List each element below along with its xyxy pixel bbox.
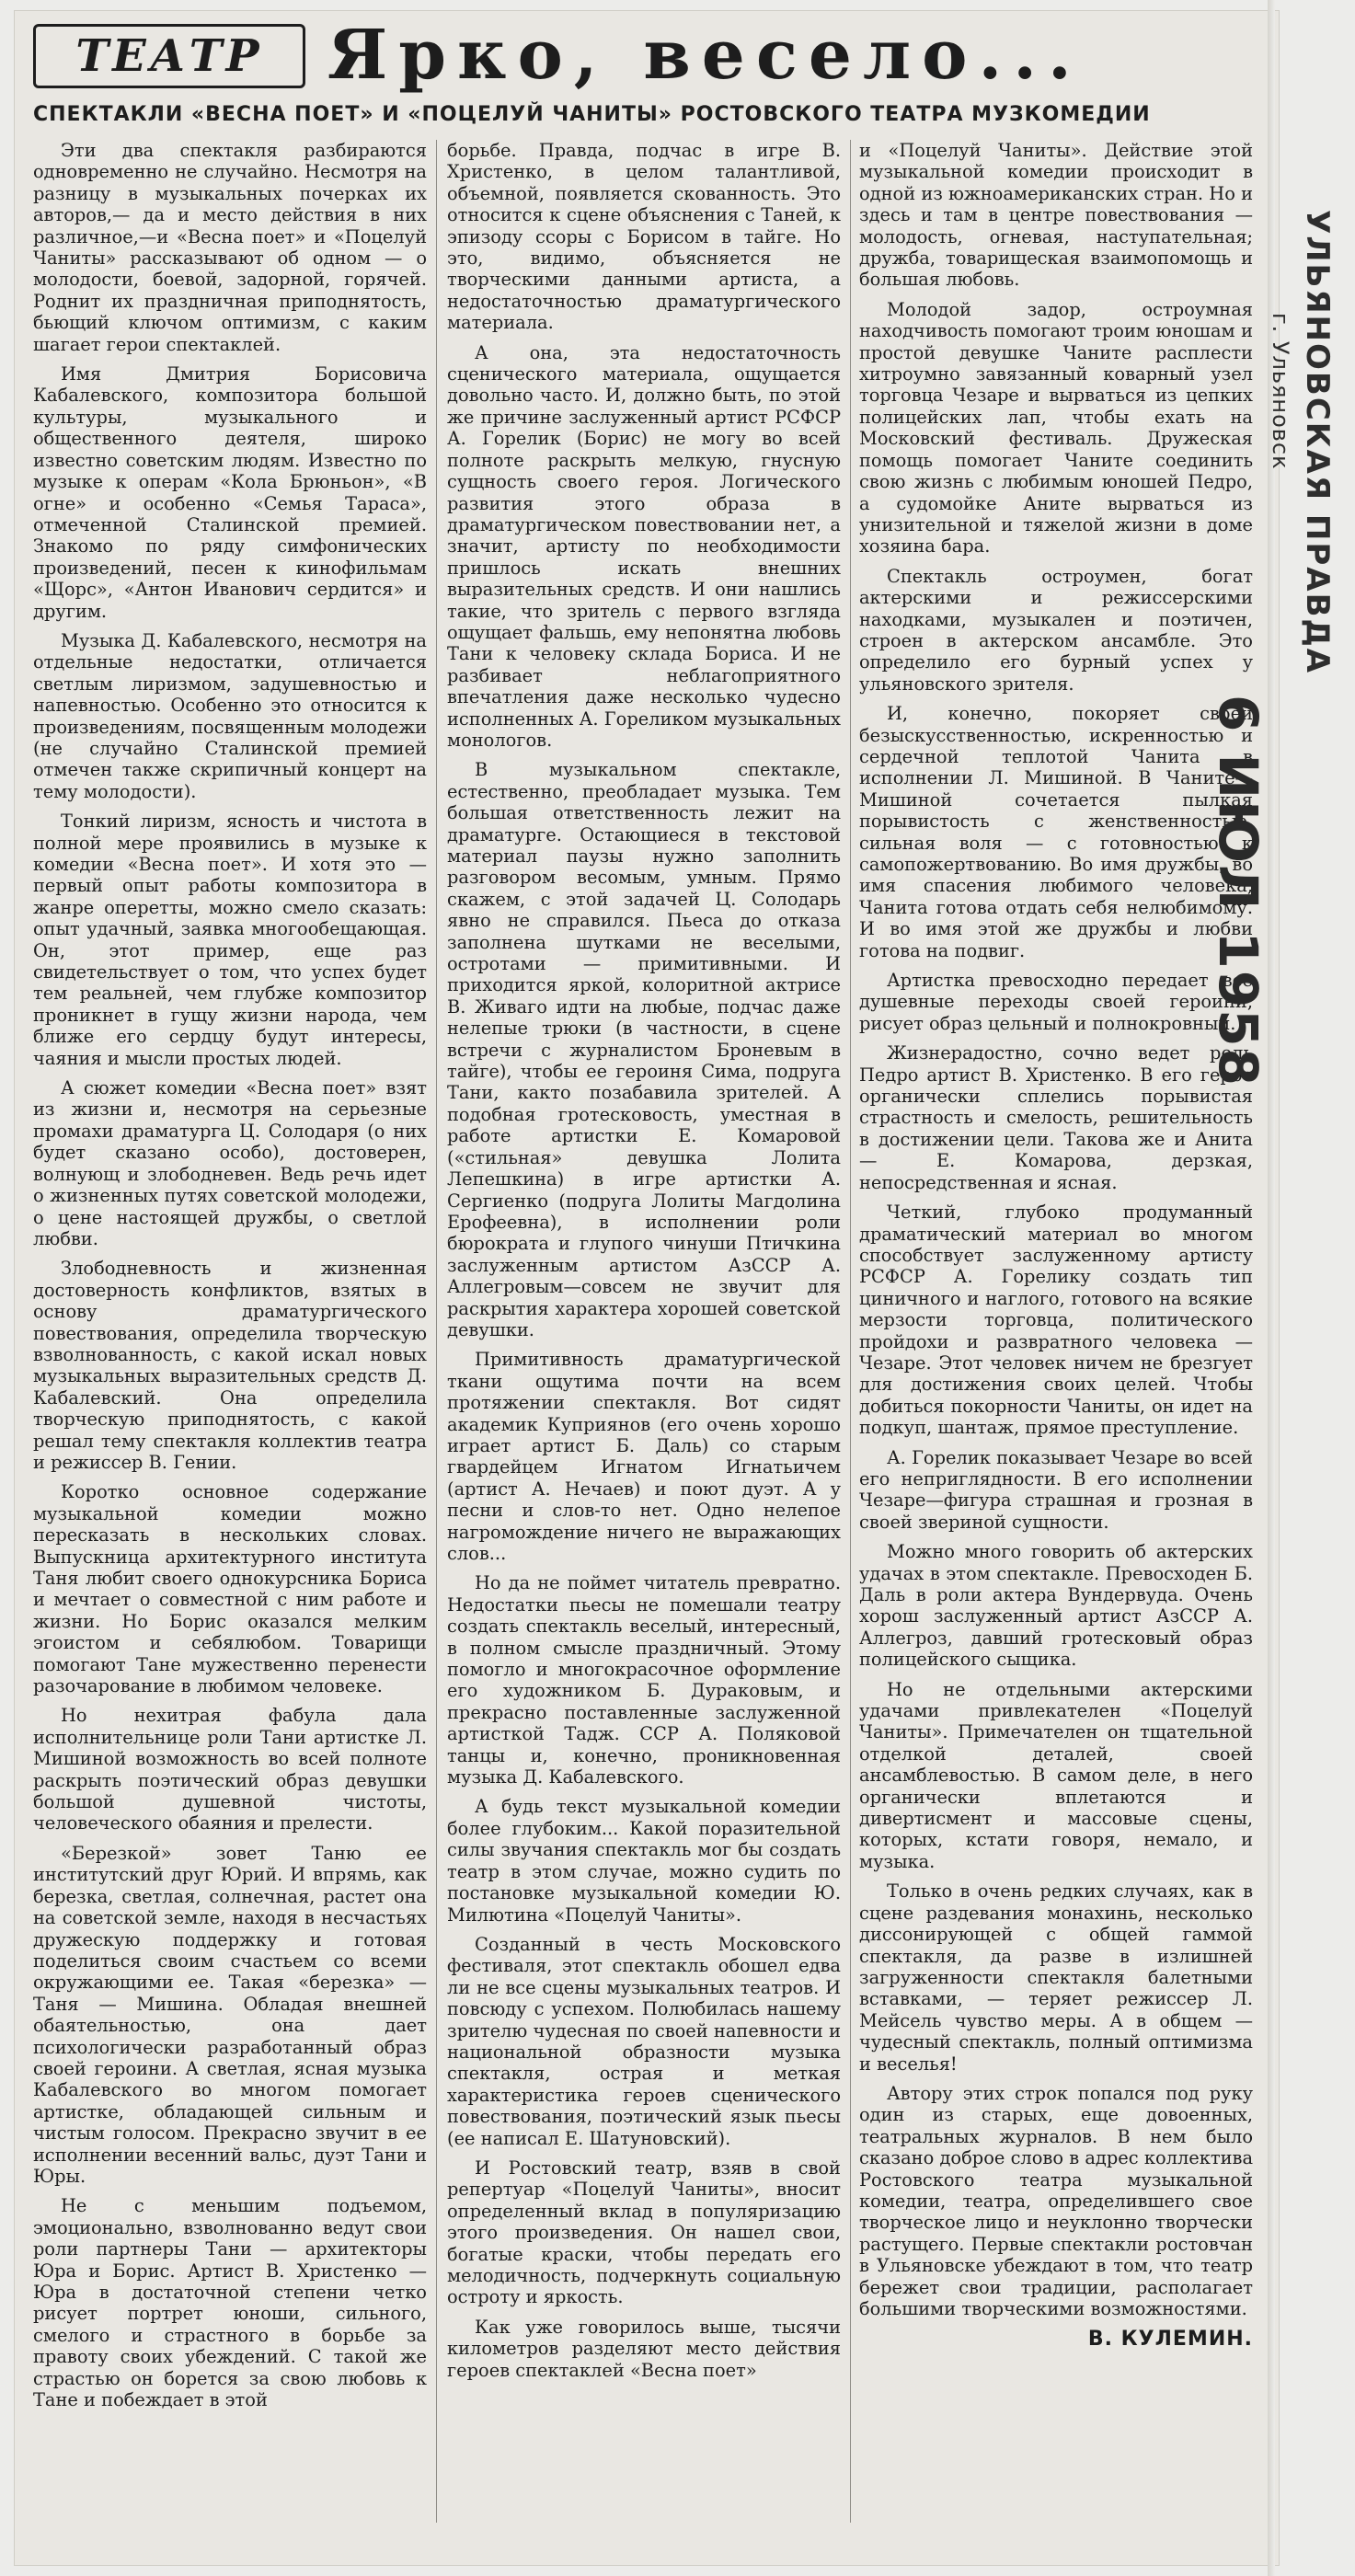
paragraph: «Березкой» зовет Таню ее институтский друг Юрий. И впрямь, как березка, светлая, солнечная, растет она на советской земле, находя в несчастьях дружескую поддержку и готовая поделиться своим счастьем со всеми окружающими ее. Такая «березка» — Таня — Мишина. Обладая внешней обаятельностью, она дает психологически разработанный образ своей героини. А светлая, ясная музыка Кабалевского во многом помогает артистке, обладающей сильным и чистым голосом. Прекрасно звучит в ее исполнении весенний вальс, дуэт Тани и Юры. (33, 1842, 427, 2187)
column-divider (436, 140, 437, 2523)
paragraph: Четкий, глубоко продуманный драматический материал во многом способствует заслуженному артисту РСФСР А. Горелику создать тип циничного и наглого, готового на всякие мерзости торговца, политического пройдохи и развратного человека — Чезаре. Этот человек ничем не брезгует для достижения своих целей. Чтобы добиться покорности Чаниты, он идет на подкуп, шантаж, прямое преступление. (859, 1202, 1253, 1439)
paragraph: А она, эта недостаточность сценического материала, ощущается довольно часто. И, должно быть, по этой же причине заслуженный артист РСФСР А. Горелик (Борис) не могу во всей полноте раскрыть мелкую, гнусную сущность своего героя. Логического развития этого образа в драматургическом повествовании нет, а значит, артисту по необходимости пришлось искать внешних выразительных средств. И они нашлись такие, что зритель с первого взгляда ощущает фальшь, ему непонятна любовь Тани к человеку склада Бориса. И не разбивает неблагоприятного впечатления даже несколько чудесно исполненных А. Гореликом музыкальных монологов. (447, 341, 841, 751)
author-signature: В. КУЛЕМИН. (1087, 2328, 1253, 2352)
paragraph: Как уже говорилось выше, тысячи километров разделяют место действия героев спектаклей «Весна поет» (447, 2316, 841, 2381)
paragraph: Можно много говорить об актерских удачах в этом спектакле. Превосходен Б. Даль в роли актера Вундервуда. Очень хорош заслуженный артист АзССР А. Аллегроз, давший гротесковый образ полицейского сыщика. (859, 1541, 1253, 1671)
paragraph: И Ростовский театр, взяв в свой репертуар «Поцелуй Чаниты», вносит определенный вклад в популяризацию этого произведения. Он нашел свои, богатые краски, чтобы передать его мелодичность, подчеркнуть социальную остроту и яркость. (447, 2156, 841, 2308)
paragraph: В музыкальном спектакле, естественно, преобладает музыка. Тем большая ответственность лежит на драматурге. Остающиеся в текстовой материал паузы нужно заполнить разговором весомым, умным. Прямо скажем, с этой задачей Ц. Солодарь явно не справился. Пьеса до отказа заполнена шутками не веселыми, остротами — примитивными. И приходится яркой, колоритной актрисе В. Живаго идти на любые, подчас даже нелепые трюки (в частности, в сцене встречи с журналистом Броневым в тайге), чтобы ее героиня Сима, подруга Тани, както позабавила зрителей. А подобная гротесковость, уместная в работе артистки Е. Комаровой («стильная» девушка Лолита Лепешкина) в игре артистки А. Сергиенко (подруга Лолиты Магдолина Ерофеевна), в исполнении роли бюрократа и глупого чинуши Птичкина заслуженным артистом АзССР А. Аллегровым—совсем не звучит для раскрытия характера хорошей советской девушки. (447, 759, 841, 1340)
paragraph: Эти два спектакля разбираются одновременно не случайно. Несмотря на разницу в музыкальных почерках их авторов,— да и место действия в них различное,—и «Весна поет» и «Поцелуй Чаниты» рассказывают об одном — о молодости, боевой, задорной, горячей. Роднит их праздничная приподнятость, бьющий ключом оптимизм, с каким шагает герои спектаклей. (33, 140, 427, 355)
paragraph: Только в очень редких случаях, как в сцене раздевания монахинь, несколько диссонирующей с общей гаммой спектакля, да разве в излишней загруженности спектакля балетными вставками, — теряет режиссер Л. Мейсель чувство меры. А в общем — чудесный спектакль, полный оптимизма и веселья! (859, 1880, 1253, 2075)
paragraph: А будь текст музыкальной комедии более глубоким... Какой поразительной силы звучания спектакль мог бы создать театр в этом случае, можно судить по постановке музыкальной комедии Ю. Милютина «Поцелуй Чаниты». (447, 1796, 841, 1926)
column-1 (33, 140, 427, 2541)
paragraph: Но да не поймет читатель превратно. Недостатки пьесы не помешали театру создать спектакль веселый, интересный, в полном смысле праздничный. Этому помогло и многокрасочное оформление его художником Б. Дураковым, и прекрасно поставленные заслуженной артисткой Тадж. ССР А. Поляковой танцы и, конечно, проникновенная музыка Д. Кабалевского. (447, 1572, 841, 1788)
paragraph: Не с меньшим подъемом, эмоционально, взволнованно ведут свои роли партнеры Тани — архитекторы Юра и Борис. Артист В. Христенко —Юра в достаточной степени четко рисует портрет юноши, сильного, смелого и страстного в борьбе за правоту своих убеждений. С такой же страстью он борется за свою любовь к Тане и побеждает в этой (33, 2195, 427, 2411)
paragraph: Артистка превосходно передает все душевные переходы своей героини, рисует образ цельный и полнокровный. (859, 970, 1253, 1034)
paragraph: Молодой задор, остроумная находчивость помогают троим юношам и простой девушке Чаните расплести хитроумно завязанный коварный узел торговца Чезаре и вырваться из цепких полицейских лап, чтобы ехать на Московский фестиваль. Дружеская помощь помогает Чаните соединить свою жизнь с любимым юношей Педро, а судомойке Аните вырваться из унизительной и тяжелой жизни в доме хозяина бара. (859, 298, 1253, 558)
paragraph: А сюжет комедии «Весна поет» взят из жизни и, несмотря на серьезные промахи драматурга Ц. Солодаря (о них будет сказано особо), достоверен, волнующ и злободневен. Ведь речь идет о жизненных путях советской молодежи, о цене настоящей дружбы, о светлой любви. (33, 1077, 427, 1249)
column-divider (850, 140, 851, 2523)
paragraph: Спектакль остроумен, богат актерскими и режиссерскими находками, музыкален и поэтичен, строен в актерском ансамбле. Это определило его бурный успех у ульяновского зрителя. (859, 565, 1253, 695)
paragraph: и «Поцелуй Чаниты». Действие этой музыкальной комедии происходит в одной из южноамериканских стран. Но и здесь и там в центре повествования — молодость, огневая, наступательная; дружба, товарищеская взаимопомощь и большая любовь. (859, 140, 1253, 291)
rubric-box (33, 24, 305, 88)
paragraph: Жизнерадостно, сочно ведет роль Педро артист В. Христенко. В его герое органически сплелись порывистая страстность и смелость, решительность в достижении цели. Такова же и Анита — Е. Комарова, дерзкая, непосредственная и ясная. (859, 1042, 1253, 1193)
paragraph: Коротко основное содержание музыкальной комедии можно пересказать в нескольких словах. Выпускница архитектурного института Таня любит своего однокурсника Бориса и мечтает о совместной с ним работе и жизни. Но Борис оказался мелким эгоистом и себялюбом. Товарищи помогают Тане мужественно перенести разочарование в любимом человеке. (33, 1481, 427, 1697)
article-subtitle: СПЕКТАКЛИ «ВЕСНА ПОЕТ» И «ПОЦЕЛУЙ ЧАНИТЫ» РОСТОВСКОГО ТЕАТРА МУЗКОМЕДИИ (33, 103, 1151, 126)
paragraph: Созданный в честь Московского фестиваля, этот спектакль обошел едва ли не все сцены музыкальных театров. И повсюду с успехом. Полюбилась нашему зрителю чудесная по своей напевности и национальной образности музыка спектакля, острая и меткая характеристика героев сценического повествования, поэтический язык пьесы (ее написал Е. Шатуновский). (447, 1933, 841, 2149)
column-2 (447, 140, 841, 2541)
article-body (33, 140, 1266, 2541)
paragraph: Злободневность и жизненная достоверность конфликтов, взятых в основу драматургического повествования, определила творческую взволнованность, с какой искал новых музыкальных выразительных средств Д. Кабалевский. Она определила творческую приподнятость, с какой решал тему спектакля коллектив театра и режиссер В. Гении. (33, 1258, 427, 1473)
paragraph: Музыка Д. Кабалевского, несмотря на отдельные недостатки, отличается светлым лиризмом, задушевностью и напевностью. Особенно это относится к произведениям, посвященным молодежи (не случайно Сталинской премией отмечен также скрипичный концерт на тему молодости). (33, 629, 427, 802)
paragraph: И, конечно, покоряет своей безыскусственностью, искренностью и сердечной теплотой Чанита в исполнении Л. Мишиной. В Чаните—Мишиной сочетается пылкая порывистость с женственностью, сильная воля — с готовностью к самопожертвованию. Во имя дружбы, во имя спасения любимого человека, Чанита готова отдать себя нелюбимому. И во имя этой же дружбы и любви готова на подвиг. (859, 703, 1253, 961)
paragraph: Но нехитрая фабула дала исполнительнице роли Тани артистке Л. Мишиной возможность во всей полноте раскрыть поэтический образ девушки большой душевной чистоты, человеческого обаяния и прелести. (33, 1705, 427, 1834)
stamp-city: г. Ульяновск (1268, 313, 1293, 470)
paragraph: А. Горелик показывает Чезаре во всей его неприглядности. В его исполнении Чезаре—фигура страшная и грозная в своей звериной сущности. (859, 1446, 1253, 1533)
article-header (33, 16, 1247, 95)
stamp-newspaper-name: УЛЬЯНОВСКАЯ ПРАВДА (1299, 210, 1336, 675)
column-3 (859, 140, 1253, 2541)
article-headline: Ярко, весело... (327, 16, 1083, 95)
rubric-label: ТЕАТР (75, 30, 263, 82)
paragraph: Тонкий лиризм, ясность и чистота в полной мере проявились в музыке к комедии «Весна поет». И хотя это — первый опыт работы композитора в жанре оперетты, можно смело сказать: опыт удачный, заявка многообещающая. Он, этот пример, еще раз свидетельствует о том, что успех будет тем реальней, чем глубже композитор проникнет в гущу жизни народа, чем ближе его сердцу будут интересы, чаяния и мысли простых людей. (33, 811, 427, 1069)
paragraph: Примитивность драматургической ткани ощутима почти на всем протяжении спектакля. Вот сидят академик Куприянов (его очень хорошо играет артист Б. Даль) со старым гвардейцем Игнатом Игнатьичем (артист А. Нечаев) и поют дуэт. А у песни и слов-то нет. Одно нелепое нагромождение ничего не выражающих слов... (447, 1349, 841, 1564)
paragraph: борьбе. Правда, подчас в игре В. Христенко, в целом талантливой, объемной, появляется скованность. Это относится к сцене объяснения с Таней, к эпизоду ссоры с Борисом в тайге. Но это, видимо, объясняется не творческими данными артиста, а недостаточностью драматургического материала. (447, 140, 841, 334)
paragraph: Автору этих строк попался под руку один из старых, еще довоенных, театральных журналов. В нем было сказано доброе слово в адрес коллектива Ростовского театра музыкальной комедии, театра, определившего свое творческое лицо и неуклонно творчески растущего. Первые спектакли ростовчан в Ульяновске убеждают в том, что театр бережет свои традиции, располагает большими творческими возможностями. (859, 2082, 1253, 2319)
paragraph: Но не отдельными актерскими удачами привлекателен «Поцелуй Чаниты». Примечателен он тщательной отделкой деталей, своей ансамблевостью. В самом деле, в него органически вплетаются и дивертисмент и массовые сцены, которых, кстати говоря, немало, и музыка. (859, 1678, 1253, 1872)
stamp-date: 6 ИЮЛ 1958 (1207, 695, 1269, 1087)
paragraph: Имя Дмитрия Борисовича Кабалевского, композитора большой культуры, музыкального и общественного деятеля, широко известно советским людям. Известно по музыке к операм «Кола Брюньон», «В огне» и особенно «Семья Тараса», отмеченной Сталинской премией. Знакомо по ряду симфонических произведений, песен к кинофильмам «Щорс», «Антон Иванович сердится» и другим. (33, 363, 427, 622)
